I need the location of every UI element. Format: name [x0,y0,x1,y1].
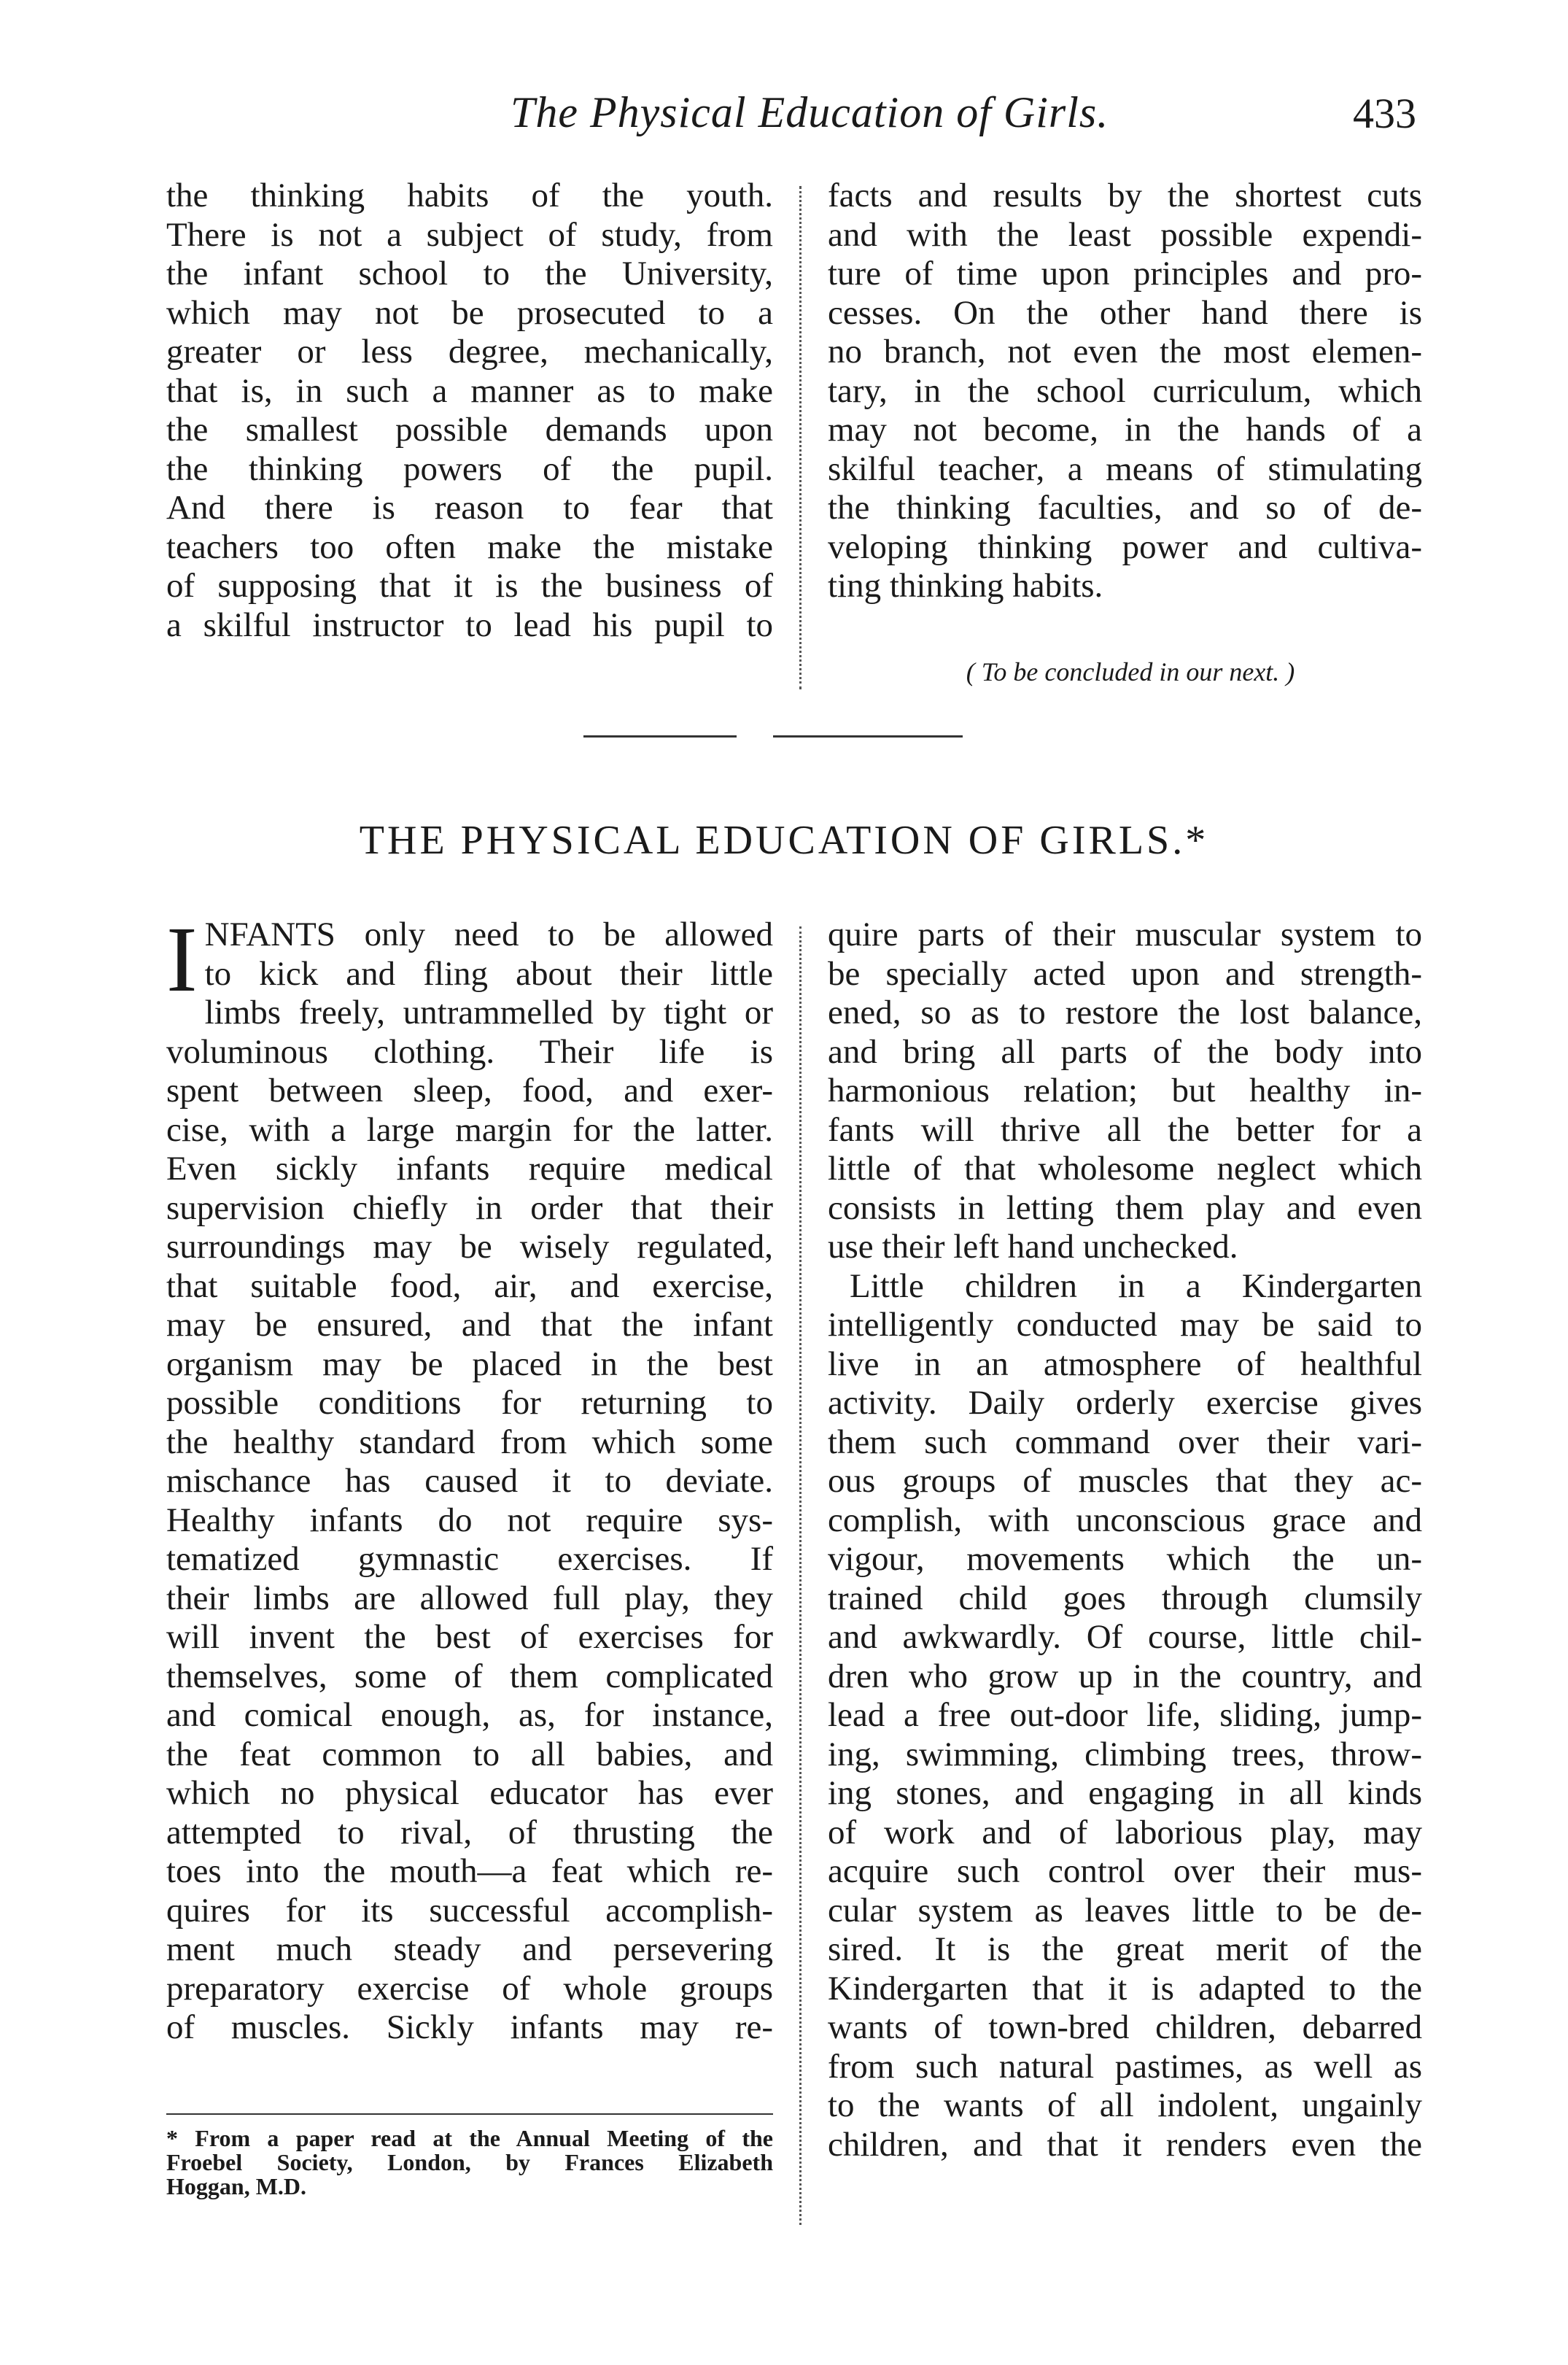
text-line: ing, swimming, climbing trees, throw- [828,1735,1422,1773]
text-line: that suitable food, air, and exercise, [166,1266,773,1305]
previous-article-column-left [166,177,773,645]
text-line: acquire such control over their mus- [828,1852,1422,1890]
text-line: the healthy standard from which some [166,1423,773,1461]
text-line: lead a free out-door life, sliding, jump- [828,1696,1422,1734]
text-line: may be ensured, and that the infant [166,1306,773,1344]
text-line: wants of town-bred children, debarred [828,2008,1422,2046]
text-line: teachers too often make the mistake [166,527,773,566]
text-line: which may not be prosecuted to a [166,293,773,332]
footnote-rule [166,2113,773,2115]
text-line: facts and results by the shortest cuts [828,177,1422,214]
text-line: to kick and fling about their little [204,954,773,993]
to-be-concluded-note: ( To be concluded in our next. ) [966,657,1295,686]
text-line: consists in letting them play and even [828,1188,1422,1227]
text-line: greater or less degree, mechanically, [166,333,773,371]
text-line: quire parts of their muscular system to [828,916,1422,953]
text-line: no branch, not even the most elemen- [828,333,1422,371]
section-separator-left [583,735,737,738]
text-line: skilful teacher, a means of stimulating [828,449,1422,488]
text-line: quires for its successful accomplish- [166,1891,773,1929]
text-line: preparatory exercise of whole groups [166,1969,773,2008]
text-line: will invent the best of exercises for [166,1618,773,1656]
text-line: Hoggan, M.D. [166,2173,306,2199]
text-line: NFANTS only need to be allowed [204,916,773,953]
text-line: activity. Daily orderly exercise gives [828,1384,1422,1422]
column-divider-top [799,186,802,689]
text-line: veloping thinking power and cultiva- [828,527,1422,566]
text-line: ting thinking habits. [828,567,1103,605]
page-number: 433 [1353,90,1416,137]
text-line: And there is reason to fear that [166,489,773,527]
text-line: toes into the mouth—a feat which re- [166,1852,773,1890]
text-line: Healthy infants do not require sys- [166,1501,773,1539]
text-line: from such natural pastimes, as well as [828,2047,1422,2086]
text-line: There is not a subject of study, from [166,215,773,254]
text-line: limbs freely, untrammelled by tight or [204,994,773,1031]
text-line: cesses. On the other hand there is [828,293,1422,332]
article-column-left-text [166,907,773,2048]
text-line: and with the least possible expendi- [828,215,1422,254]
text-line: of muscles. Sickly infants may re- [166,2008,773,2046]
text-line: ened, so as to restore the lost balance, [828,994,1422,1031]
running-head: The Physical Education of Girls. [511,88,1109,136]
text-line: mischance has caused it to deviate. [166,1462,773,1500]
text-line: sired. It is the great merit of the [828,1930,1422,1968]
article-title: THE PHYSICAL EDUCATION OF GIRLS.* [359,818,1209,863]
text-line: the infant school to the University, [166,255,773,293]
text-line: organism may be placed in the best [166,1344,773,1383]
column-divider-bottom [799,926,802,2225]
text-line: voluminous clothing. Their life is [166,1032,773,1071]
text-line: of work and of laborious play, may [828,1813,1422,1851]
text-line: complish, with unconscious grace and [828,1501,1422,1539]
text-line: harmonious relation; but healthy in- [828,1072,1422,1110]
text-line: be specially acted upon and strength- [828,954,1422,993]
text-line: * From a paper read at the Annual Meeting of the [166,2125,773,2151]
text-line: attempted to rival, of thrusting the [166,1813,773,1851]
text-line: use their left hand unchecked. [828,1228,1238,1266]
article-column-left [166,907,773,2048]
text-line: dren who grow up in the country, and [828,1657,1422,1695]
article-column-right [828,916,1422,2164]
previous-article-column-right [828,177,1422,606]
text-line: spent between sleep, food, and exer- [166,1072,773,1110]
text-line: the thinking habits of the youth. [166,177,773,214]
text-line: and awkwardly. Of course, little chil- [828,1618,1422,1656]
text-line: cular system as leaves little to be de- [828,1891,1422,1929]
text-line: vigour, movements which the un- [828,1540,1422,1578]
text-line: Even sickly infants require medical [166,1150,773,1188]
text-line: the smallest possible demands upon [166,411,773,449]
text-line: fants will thrive all the better for a [828,1110,1422,1149]
text-line: supervision chiefly in order that their [166,1188,773,1227]
text-line: the thinking faculties, and so of de- [828,489,1422,527]
text-line: intelligently conducted may be said to [828,1306,1422,1344]
text-line: ment much steady and persevering [166,1930,773,1968]
text-line: of supposing that it is the business of [166,567,773,605]
text-line: the feat common to all babies, and [166,1735,773,1773]
text-line: their limbs are allowed full play, they [166,1579,773,1617]
text-line: them such command over their vari- [828,1423,1422,1461]
text-line: that is, in such a manner as to make [166,371,773,410]
text-line: tematized gymnastic exercises. If [166,1540,773,1578]
drop-cap: I [166,907,198,1011]
text-line: surroundings may be wisely regulated, [166,1228,773,1266]
text-line: which no physical educator has ever [166,1774,773,1812]
text-line: and bring all parts of the body into [828,1032,1422,1071]
text-line: ture of time upon principles and pro- [828,255,1422,293]
section-separator-right [773,735,963,738]
text-line: Froebel Society, London, by Frances Elizabeth [166,2149,773,2175]
text-line: tary, in the school curriculum, which [828,371,1422,410]
footnote [166,2126,773,2199]
text-line: to the wants of all indolent, ungainly [828,2086,1422,2124]
text-line: live in an atmosphere of healthful [828,1344,1422,1383]
text-line: possible conditions for returning to [166,1384,773,1422]
text-line: Little children in a Kindergarten [850,1266,1422,1305]
text-line: ous groups of muscles that they ac- [828,1462,1422,1500]
text-line: may not become, in the hands of a [828,411,1422,449]
text-line: Kindergarten that it is adapted to the [828,1969,1422,2008]
text-line: the thinking powers of the pupil. [166,449,773,488]
text-line: cise, with a large margin for the latter. [166,1110,773,1149]
text-line: little of that wholesome neglect which [828,1150,1422,1188]
text-line: children, and that it renders even the [828,2125,1422,2164]
text-line: trained child goes through clumsily [828,1579,1422,1617]
text-line: and comical enough, as, for instance, [166,1696,773,1734]
text-line: ing stones, and engaging in all kinds [828,1774,1422,1812]
text-line: themselves, some of them complicated [166,1657,773,1695]
text-line: a skilful instructor to lead his pupil to [166,605,773,644]
